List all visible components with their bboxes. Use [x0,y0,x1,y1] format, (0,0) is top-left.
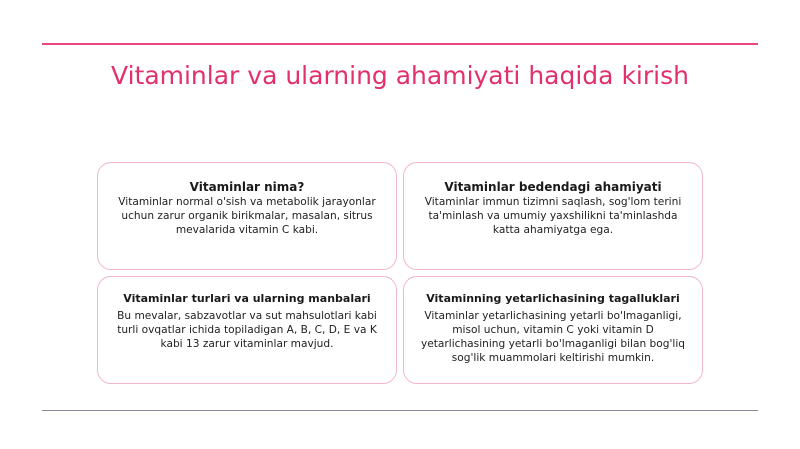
card-heading: Vitaminlar turlari va ularning manbalari [123,292,371,305]
card-deficiency [403,276,703,384]
slide-title: Vitaminlar va ularning ahamiyati haqida kirish [111,61,689,90]
card-what-are-vitamins [97,162,397,270]
card-text: Vitaminlar yetarlichasining yetarli bo'lmaganligi, misol uchun, vitamin C yoki vitamin D yetarlichasining yetarli bo'lmaganligi bilan bog'liq sog'lik muammolari keltirishi mumkin. [420,310,686,364]
card-text: Vitaminlar normal o'sish va metabolik jarayonlar uchun zarur organik birikmalar, masalan, sitrus mevalarida vitamin C kabi. [118,196,376,236]
top-divider [42,43,758,45]
card-heading: Vitaminning yetarlichasining tagalluklari [426,292,680,305]
card-text: Vitaminlar immun tizimni saqlash, sog'lom terini ta'minlash va umumiy yaxshilikni ta'minlashda katta ahamiyatga ega. [424,196,682,236]
card-types-and-sources [97,276,397,384]
card-heading: Vitaminlar bedendagi ahamiyati [444,180,662,194]
card-importance [403,162,703,270]
card-text: Bu mevalar, sabzavotlar va sut mahsulotlari kabi turli ovqatlar ichida topiladigan A, B, C, D, E va K kabi 13 zarur vitaminlar mavjud. [117,310,377,350]
card-heading: Vitaminlar nima? [189,180,305,194]
bottom-divider [42,410,758,411]
